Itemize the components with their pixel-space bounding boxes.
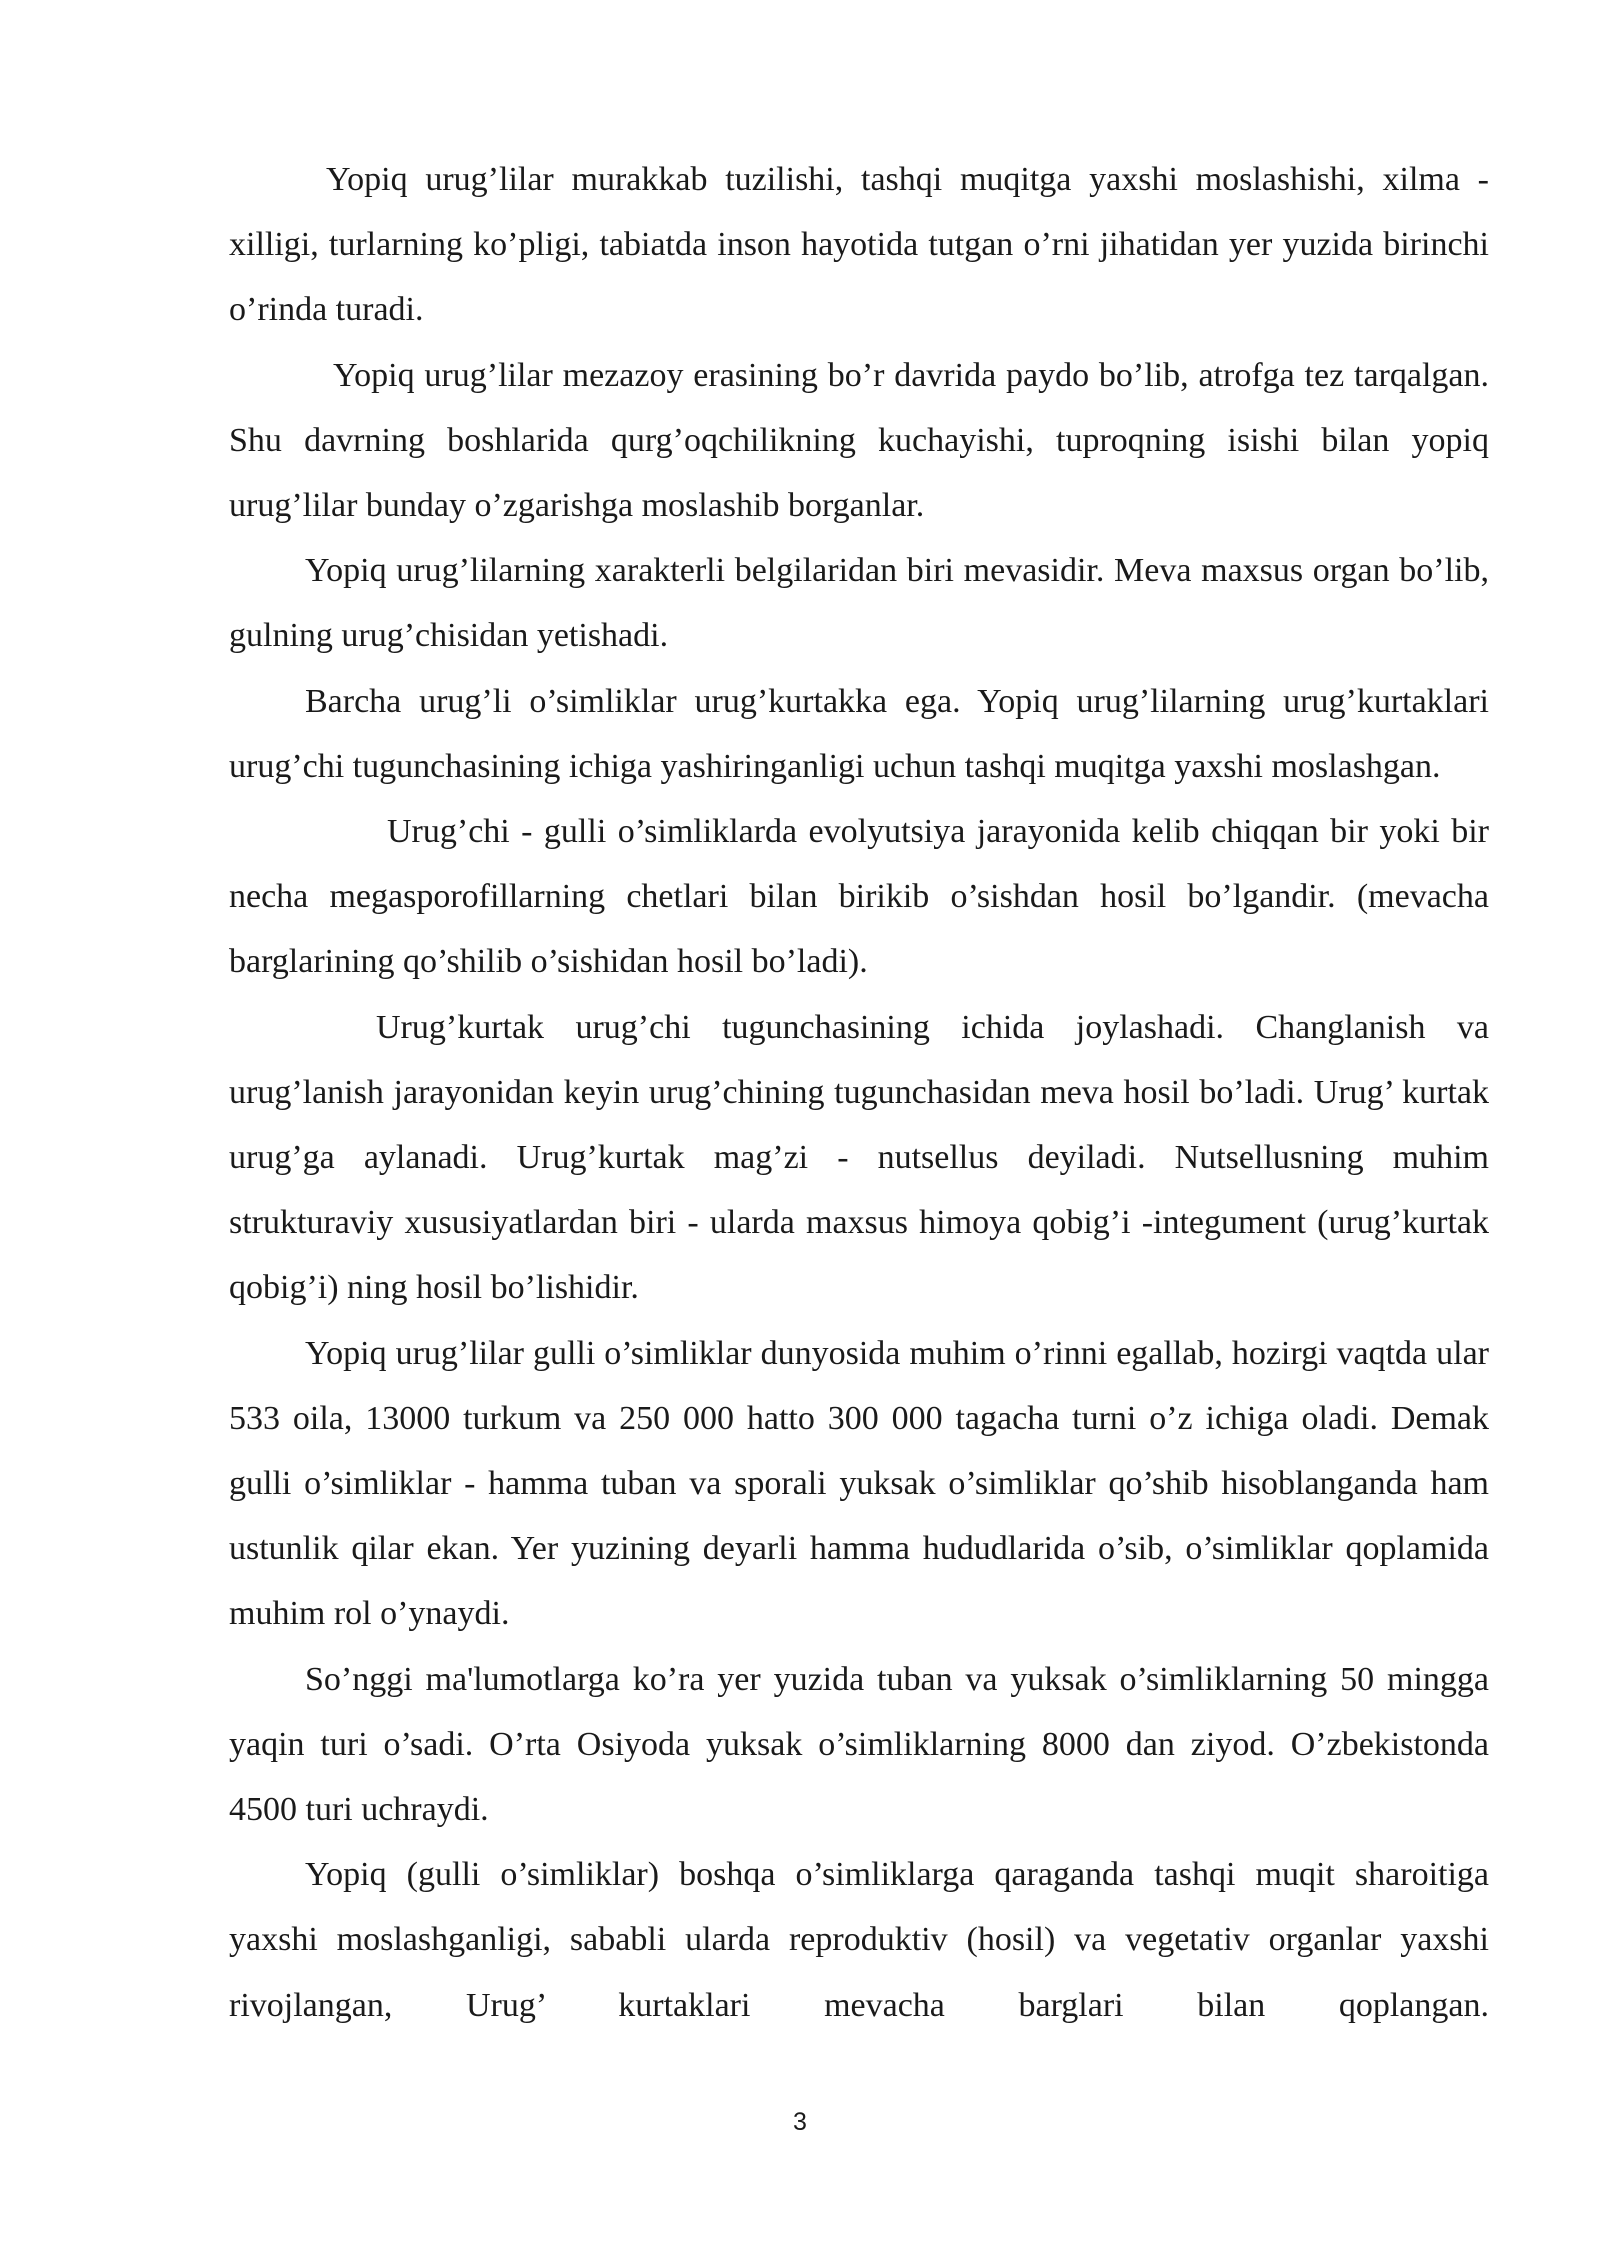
paragraph: Urug’kurtak urug’chi tugunchasining ichida joylashadi. Changlanish va urug’lanish jarayonidan keyin urug’chining tugunchasidan meva hosil bo’ladi. Urug’ kurtak urug’ga aylanadi. Urug’kurtak mag’zi - nutsellus deyiladi. Nutsellusning muhim strukturaviy xususiyatlardan biri - ularda maxsus himoya qobig’i -integument (urug’kurtak qobig’i) ning hosil bo’lishidir. bbox=[229, 1008, 1489, 1307]
document-body bbox=[229, 147, 1489, 2038]
paragraph: So’nggi ma'lumotlarga ko’ra yer yuzida tuban va yuksak o’simliklarning 50 mingga yaqin turi o’sadi. O’rta Osiyoda yuksak o’simliklarning 8000 dan ziyod. O’zbekistonda 4500 turi uchraydi. bbox=[229, 1660, 1489, 1829]
paragraph: Yopiq urug’lilarning xarakterli belgilaridan biri mevasidir. Meva maxsus organ bo’lib, gulning urug’chisidan yetishadi. bbox=[229, 552, 1489, 655]
page-number: 3 bbox=[793, 2108, 807, 2136]
paragraph: Yopiq urug’lilar murakkab tuzilishi, tashqi muqitga yaxshi moslashishi, xilma -xilligi, turlarning ko’pligi, tabiatda inson hayotida tutgan o’rni jihatidan yer yuzida birinchi o’rinda turadi. bbox=[229, 161, 1489, 329]
paragraph: Barcha urug’li o’simliklar urug’kurtakka ega. Yopiq urug’lilarning urug’kurtaklari urug’chi tugunchasining ichiga yashiringanligi uchun tashqi muqitga yaxshi moslashgan. bbox=[229, 682, 1489, 785]
paragraph: Urug’chi - gulli o’simliklarda evolyutsiya jarayonida kelib chiqqan bir yoki bir necha megasporofillarning chetlari bilan birikib o’sishdan hosil bo’lgandir. (mevacha barglarining qo’shilib o’sishidan hosil bo’ladi). bbox=[229, 813, 1489, 981]
paragraph: Yopiq urug’lilar mezazoy erasining bo’r davrida paydo bo’lib, atrofga tez tarqalgan. Shu davrning boshlarida qurg’oqchilikning kuchayishi, tuproqning isishi bilan yopiq urug’lilar bunday o’zgarishga moslashib borganlar. bbox=[229, 356, 1489, 525]
paragraph: Yopiq urug’lilar gulli o’simliklar dunyosida muhim o’rinni egallab, hozirgi vaqtda ular 533 oila, 13000 turkum va 250 000 hatto 300 000 tagacha turni o’z ichiga oladi. Demak gulli o’simliklar - hamma tuban va sporali yuksak o’simliklar qo’shib hisoblanganda ham ustunlik qilar ekan. Yer yuzining deyarli hamma hududlarida o’sib, o’simliklar qoplamida muhim rol o’ynaydi. bbox=[229, 1334, 1489, 1633]
paragraph: Yopiq (gulli o’simliklar) boshqa o’simliklarga qaraganda tashqi muqit sharoitiga yaxshi moslashganligi, sababli ularda reproduktiv (hosil) va vegetativ organlar yaxshi rivojlangan, Urug’ kurtaklari mevacha barglari bilan qoplangan. bbox=[229, 1856, 1489, 2024]
